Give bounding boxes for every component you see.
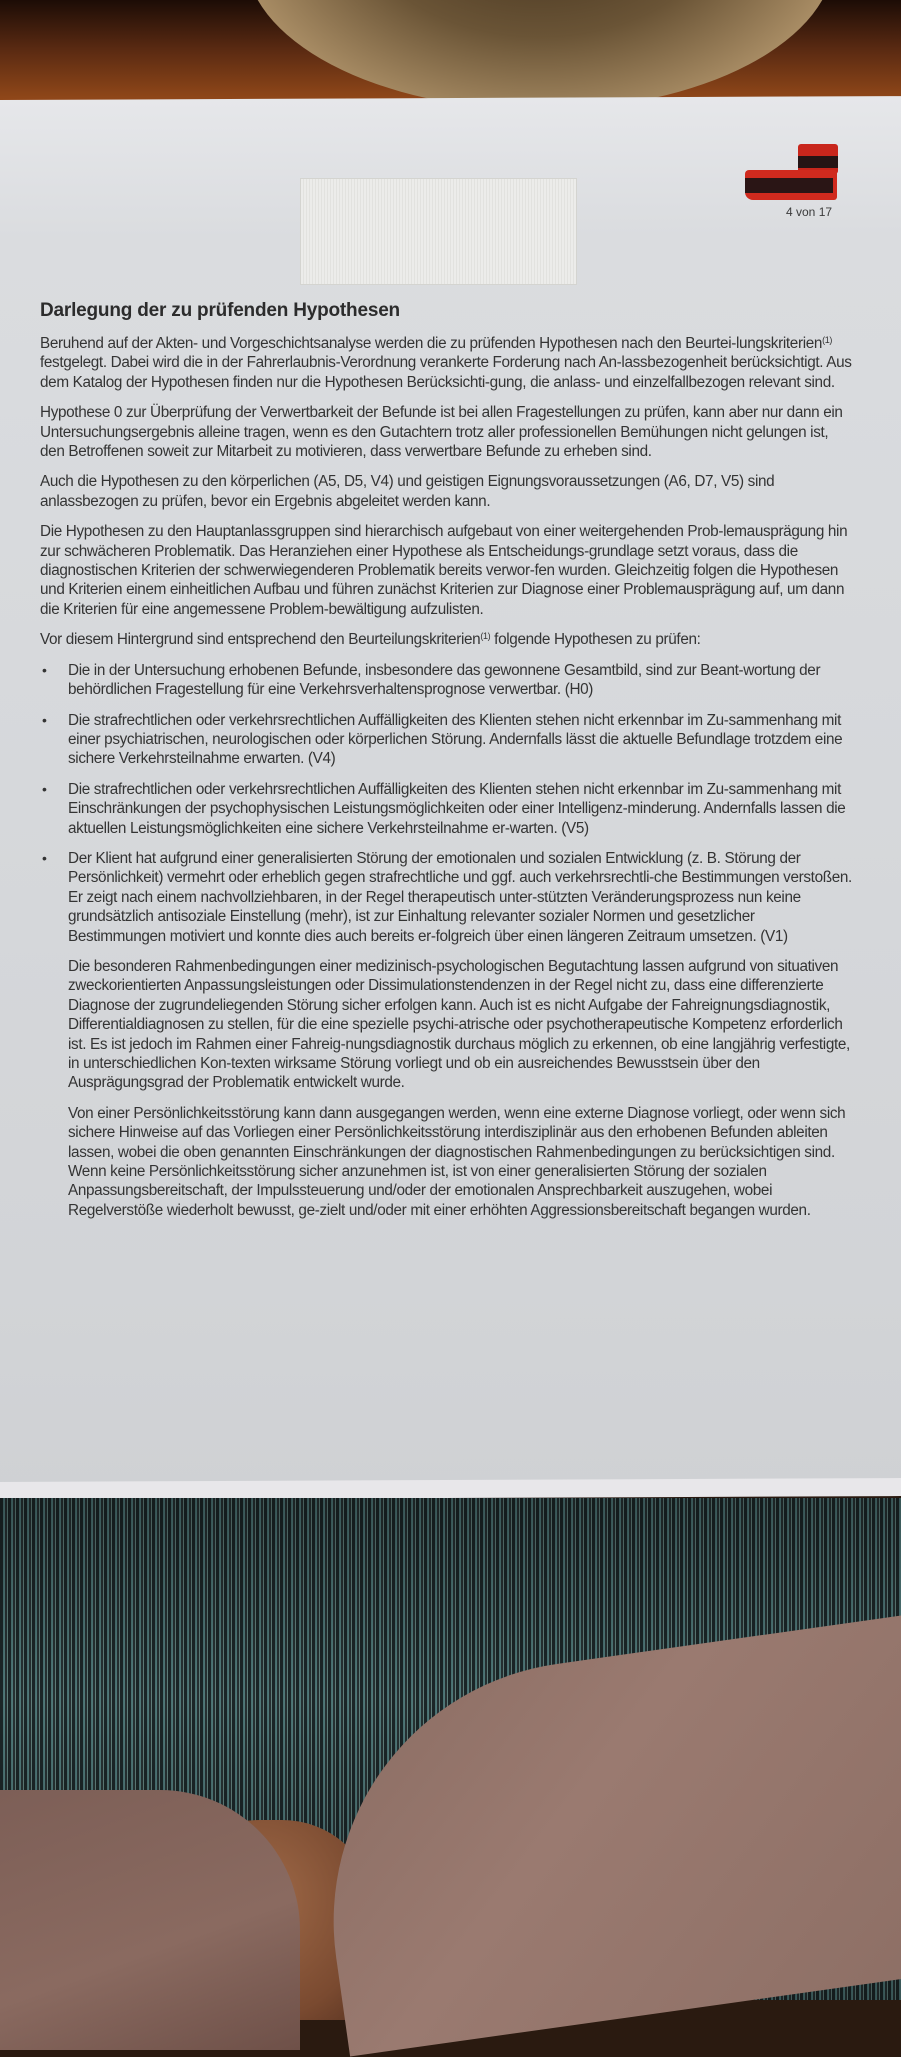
paragraph-hierarchy: Die Hypothesen zu den Hauptanlassgruppen sind hierarchisch aufgebaut von einer weitergehenden Prob-lemausprägung hin zur schwächeren Problematik. Das Heranziehen einer Hypothese als Entscheidungs-grundlage setzt voraus, dass die diagnostischen Kriterien der schwerwiegenderen Problematik bereits verwor-fen wurden. Gleichzeitig folgen die Hypothesen und Kriterien einem einheitlichen Aufbau und führen zunächst Kriterien zur Diagnose einer Problemausprägung auf, um dann die Kriterien für eine angemessene Problem-bewältigung aufzulisten. xyxy=(40,523,848,618)
section-heading: Darlegung der zu prüfenden Hypothesen xyxy=(40,300,400,321)
bullet-icon: • xyxy=(42,780,47,797)
bullet-icon: • xyxy=(42,711,47,728)
paragraph-personality-disorder: Von einer Persönlichkeitsstörung kann dann ausgegangen werden, wenn eine externe Diagnose vorliegt, oder wenn sich sichere Hinweise auf das Vorliegen einer Persönlichkeitsstörung interdisziplinär aus den erhobenen Befunden ableiten lassen, wobei die oben genannten Einschränkungen der diagnostischen Rahmenbedingungen zu berücksichtigen sind. Wenn keine Persönlichkeitsstörung sicher anzunehmen ist, ist von einer generalisierten Störung der sozialen Anpassungsbereitschaft, der Impulssteuerung und/oder der emotionalen Ansprechbarkeit auszugehen, wobei Regelverstöße wiederholt bewusst, ge-zielt und/oder mit einer erhöhten Aggressionsbereitschaft begangen wurden. xyxy=(68,1104,846,1219)
hypotheses-list xyxy=(40,661,855,946)
list-item-text: Die strafrechtlichen oder verkehrsrechtlichen Auffälligkeiten des Klienten stehen nicht erkennbar im Zu-sammenhang mit Einschränkungen der psychophysischen Leistungsmöglichkeiten oder einer Intelligenz-minderung. Andernfalls lassen die aktuellen Leistungsmöglichkeiten eine sichere Verkehrsteilnahme er-warten. (V5) xyxy=(68,780,846,837)
paragraph-intro xyxy=(40,334,855,392)
bullet-icon: • xyxy=(42,849,47,866)
page-edge xyxy=(0,1478,901,1500)
text: festgelegt. Dabei wird die in der Fahrerlaubnis-Verordnung verankerte Forderung nach An-lassbezogenheit berücksichtigt. Aus dem Katalog der Hypothesen finden nur die Hypothesen Berücksichti-gung, die anlass- und einzelfallbezogen relevant sind. xyxy=(40,354,852,391)
list-item-text: Die in der Untersuchung erhobenen Befunde, insbesondere das gewonnene Gesamtbild, sind zur Beant-wortung der behördlichen Fragestellung für eine Verkehrsverhaltensprognose verwertbar. (H0) xyxy=(68,661,821,699)
paragraph-list-intro xyxy=(40,630,855,649)
paragraph-eignung: Auch die Hypothesen zu den körperlichen (A5, D5, V4) und geistigen Eignungsvoraussetzungen (A6, D7, V5) sind anlassbezogen zu prüfen, bevor ein Ergebnis abgeleitet werden kann. xyxy=(40,473,775,510)
text: folgende Hypothesen zu prüfen: xyxy=(490,631,701,649)
paragraph-conditions: Die besonderen Rahmenbedingungen einer medizinisch-psychologischen Begutachtung lassen aufgrund von situativen zweckorientierten Anpassungsleistungen oder Dissimulationstendenzen in der Regel nicht zu, dass eine differenzierte Diagnose der zugrundeliegenden Störung sicher erfolgen kann. Auch ist es nicht Aufgabe der Fahreignungsdiagnostik, Differentialdiagnosen zu stellen, für die eine spezielle psychi-atrische oder psychotherapeutische Kompetenz erforderlich ist. Es ist jedoch im Rahmen einer Fahreig-nungsdiagnostik durchaus möglich zu erkennen, ob eine langjährig verfestigte, in unterschiedlichen Kon-texten wirksame Störung vorliegt und ob ein ausreichendes Bewusstsein über den Ausprägungsgrad der Problematik entwickelt wurde. xyxy=(68,957,850,1092)
text: Beruhend auf der Akten- und Vorgeschichtsanalyse werden die zu prüfenden Hypothesen nach den Beurtei-lungskriterien xyxy=(40,335,823,352)
clothing-left xyxy=(0,1790,300,2050)
logo-dark-stroke-bottom xyxy=(745,178,833,193)
redacted-header-box xyxy=(300,178,577,285)
list-item xyxy=(40,780,855,838)
list-item-text: Die strafrechtlichen oder verkehrsrechtlichen Auffälligkeiten des Klienten stehen nicht erkennbar im Zu-sammenhang mit einer psychiatrischen, neurologischen oder körperlichen Störung. Andernfalls lässt die aktuelle Befundlage trotzdem eine sichere Verkehrsteilnahme erwarten. (V4) xyxy=(68,711,843,768)
footnote-ref: (1) xyxy=(480,631,491,642)
text: Vor diesem Hintergrund sind entsprechend den Beurteilungskriterien xyxy=(40,631,481,649)
list-item xyxy=(40,711,855,769)
logo-dark-stroke-top xyxy=(798,156,838,168)
bullet-icon: • xyxy=(42,661,47,678)
redacted-logo-icon xyxy=(745,144,855,206)
document-body xyxy=(40,300,855,1231)
list-item xyxy=(40,849,855,946)
paragraph-hypothesis-0: Hypothese 0 zur Überprüfung der Verwertbarkeit der Befunde ist bei allen Fragestellungen zu prüfen, kann aber nur dann ein Untersuchungsergebnis alleine tragen, wenn es den Gutachtern trotz aller professionellen Bemühungen nicht gelungen ist, den Betroffenen soweit zur Mitarbeit zu motivieren, dass verwertbare Befunde zu erheben sind. xyxy=(40,404,843,461)
list-item xyxy=(40,661,855,700)
footnote-ref: (1) xyxy=(822,335,833,345)
page-number: 4 von 17 xyxy=(786,205,833,219)
list-item-text: Der Klient hat aufgrund einer generalisierten Störung der emotionalen und sozialen Entwicklung (z. B. Störung der Persönlichkeit) vermehrt oder erheblich gegen strafrechtliche und ggf. auch verkehrsrechtli-che Bestimmungen verstoßen. Er zeigt nach einem nachvollziehbaren, in der Regel therapeutisch unter-stützten Veränderungsprozess nun keine grundsätzlich antisoziale Einstellung (mehr), ist zur Einhaltung relevanter sozialer Normen und gesetzlicher Bestimmungen motiviert und konnte dies auch bereits er-folgreich über einen längeren Zeitraum umsetzen. (V1) xyxy=(68,849,852,945)
